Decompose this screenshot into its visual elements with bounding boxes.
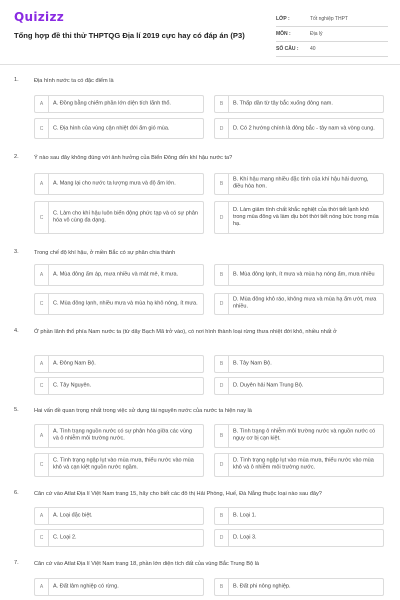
option-text: A. Tình trạng nguồn nước có sự phân hóa giữa các vùng và ô nhiễm môi trường nước. xyxy=(53,428,192,442)
question-text: Căn cứ vào Atlat Địa lí Việt Nam trang 18, phần lớn diện tích đất của vùng Bắc Trung Bộ là xyxy=(34,561,259,567)
meta-label: LỚP : xyxy=(276,16,290,22)
option-text: D. Tình trạng ngập lụt vào mùa mưa, thiếu nước vào mùa khô và ô nhiễm môi trường nước. xyxy=(233,457,374,471)
option-letter: D xyxy=(215,119,229,138)
option-d[interactable] xyxy=(214,201,384,234)
option-letter: A xyxy=(35,356,49,372)
option-c[interactable] xyxy=(34,293,204,315)
option-text: D. Mùa đông khô ráo, không mưa và mùa hạ ẩm ướt, mưa nhiều. xyxy=(233,296,377,310)
option-text: A. Mùa đông ấm áp, mưa nhiều và mát mẻ, ít mưa. xyxy=(53,271,179,278)
option-letter: C xyxy=(35,378,49,394)
option-c[interactable] xyxy=(34,529,204,547)
question-number: 6. xyxy=(14,490,19,496)
option-letter: C xyxy=(35,202,49,233)
option-letter: B xyxy=(215,425,229,447)
option-text: C. Làm cho khí hậu luôn biến động phức tạp và có sự phân hóa vô cùng đa dạng. xyxy=(53,210,198,224)
option-text: A. Đất lâm nghiệp có rừng. xyxy=(53,583,119,590)
option-d[interactable] xyxy=(214,118,384,139)
option-text: C. Mùa đông lạnh, nhiều mưa và mùa hạ khô nóng, ít mưa. xyxy=(53,300,198,307)
option-letter: D xyxy=(215,294,229,314)
option-b[interactable] xyxy=(214,578,384,596)
option-letter: A xyxy=(35,579,49,595)
option-a[interactable] xyxy=(34,424,204,448)
option-letter: B xyxy=(215,356,229,372)
question-text: Địa hình nước ta có đặc điểm là xyxy=(34,78,114,84)
option-letter: A xyxy=(35,174,49,194)
question-number: 5. xyxy=(14,407,19,413)
option-letter: C xyxy=(35,454,49,476)
question-number: 2. xyxy=(14,154,19,160)
option-letter: A xyxy=(35,508,49,524)
option-text: D. Làm giảm tính chất khắc nghiệt của thời tiết lạnh khô trong mùa đông và làm dịu bớt thời tiết nóng bức trong mùa hạ. xyxy=(233,206,379,228)
option-text: B. Đất phi nông nghiệp. xyxy=(233,583,291,590)
meta-row-count xyxy=(276,42,388,57)
question-text: Trong chế độ khí hậu, ở miền Bắc có sự phân chia thành xyxy=(34,250,176,256)
option-letter: D xyxy=(215,202,229,233)
option-text: A. Đồng bằng chiếm phần lớn diện tích lãnh thổ. xyxy=(53,100,171,107)
question-text: Ở phần lãnh thổ phía Nam nước ta (từ dãy Bạch Mã trở vào), có nơi hình thành loại rừng thưa nhiệt đới khô, nhiều nhất ở xyxy=(34,329,337,335)
meta-row-class xyxy=(276,12,388,27)
option-text: C. Loại 2. xyxy=(53,534,77,541)
option-text: C. Tình trạng ngập lụt vào mùa mưa, thiếu nước vào mùa khô và cạn kiệt nguồn nước ngầm. xyxy=(53,457,194,471)
option-d[interactable] xyxy=(214,453,384,477)
question-number: 4. xyxy=(14,328,19,334)
option-d[interactable] xyxy=(214,377,384,395)
option-a[interactable] xyxy=(34,355,204,373)
meta-row-subject xyxy=(276,27,388,42)
option-text: B. Loại 1. xyxy=(233,512,257,519)
option-text: D. Loại 3. xyxy=(233,534,257,541)
option-letter: A xyxy=(35,265,49,285)
option-text: D. Duyên hải Nam Trung Bộ. xyxy=(233,382,304,389)
option-text: A. Loại đặc biệt. xyxy=(53,512,93,519)
question-number: 7. xyxy=(14,560,19,566)
option-letter: C xyxy=(35,294,49,314)
quizizz-logo: Quizizz xyxy=(14,10,65,24)
meta-label: MÔN : xyxy=(276,31,291,37)
option-b[interactable] xyxy=(214,424,384,448)
option-letter: D xyxy=(215,378,229,394)
option-letter: D xyxy=(215,530,229,546)
option-b[interactable] xyxy=(214,95,384,113)
question-number: 1. xyxy=(14,77,19,83)
question-text: Hai vấn đề quan trọng nhất trong việc sử dụng tài nguyên nước của nước ta hiện nay là xyxy=(34,408,252,414)
question-text: Căn cứ vào Atlat Địa lí Việt Nam trang 15, hãy cho biết các đô thị Hải Phòng, Huế, Đà Nẵng thuộc loại nào sau đây? xyxy=(34,491,322,497)
option-b[interactable] xyxy=(214,173,384,195)
option-letter: C xyxy=(35,119,49,138)
meta-table xyxy=(276,12,388,57)
page-title: Tổng hợp đề thi thử THPTQG Địa lí 2019 cực hay có đáp án (P3) xyxy=(14,31,245,40)
option-letter: C xyxy=(35,530,49,546)
option-letter: B xyxy=(215,96,229,112)
question-text: Ý nào sau đây không đúng với ảnh hưởng của Biển Đông đến khí hậu nước ta? xyxy=(34,155,233,161)
option-letter: A xyxy=(35,425,49,447)
option-text: B. Khí hậu mang nhiều đặc tính của khí hậu hải dương, điều hòa hơn. xyxy=(233,176,369,190)
option-text: A. Đông Nam Bộ. xyxy=(53,360,96,367)
option-a[interactable] xyxy=(34,507,204,525)
option-c[interactable] xyxy=(34,201,204,234)
option-text: C. Địa hình của vùng cận nhiệt đới ẩm gió mùa. xyxy=(53,124,170,131)
option-text: B. Thấp dần từ tây bắc xuống đông nam. xyxy=(233,100,333,107)
option-c[interactable] xyxy=(34,377,204,395)
option-text: B. Mùa đông lạnh, ít mưa và mùa hạ nóng ẩm, mưa nhiều xyxy=(233,271,375,278)
meta-value: Địa lý xyxy=(310,31,323,37)
option-d[interactable] xyxy=(214,293,384,315)
option-c[interactable] xyxy=(34,453,204,477)
meta-label: SỐ CÂU : xyxy=(276,46,299,52)
option-d[interactable] xyxy=(214,529,384,547)
option-a[interactable] xyxy=(34,173,204,195)
option-text: C. Tây Nguyên. xyxy=(53,382,92,389)
option-text: D. Có 2 hướng chính là đông bắc - tây nam và vòng cung. xyxy=(233,124,375,131)
option-letter: B xyxy=(215,265,229,285)
option-letter: B xyxy=(215,579,229,595)
meta-value: 40 xyxy=(310,46,316,52)
option-a[interactable] xyxy=(34,264,204,286)
option-b[interactable] xyxy=(214,264,384,286)
option-letter: B xyxy=(215,508,229,524)
option-letter: B xyxy=(215,174,229,194)
option-text: A. Mang lại cho nước ta lượng mưa và độ ẩm lớn. xyxy=(53,180,176,187)
page-header xyxy=(0,0,400,62)
header-divider xyxy=(0,64,400,65)
option-a[interactable] xyxy=(34,95,204,113)
question-number: 3. xyxy=(14,249,19,255)
option-letter: D xyxy=(215,454,229,476)
option-c[interactable] xyxy=(34,118,204,139)
option-b[interactable] xyxy=(214,507,384,525)
option-a[interactable] xyxy=(34,578,204,596)
option-letter: A xyxy=(35,96,49,112)
meta-value: Tốt nghiệp THPT xyxy=(310,16,348,22)
option-text: B. Tây Nam Bộ. xyxy=(233,360,272,367)
option-text: B. Tình trạng ô nhiễm môi trường nước và nguồn nước có nguy cơ bị cạn kiệt. xyxy=(233,428,376,442)
option-b[interactable] xyxy=(214,355,384,373)
